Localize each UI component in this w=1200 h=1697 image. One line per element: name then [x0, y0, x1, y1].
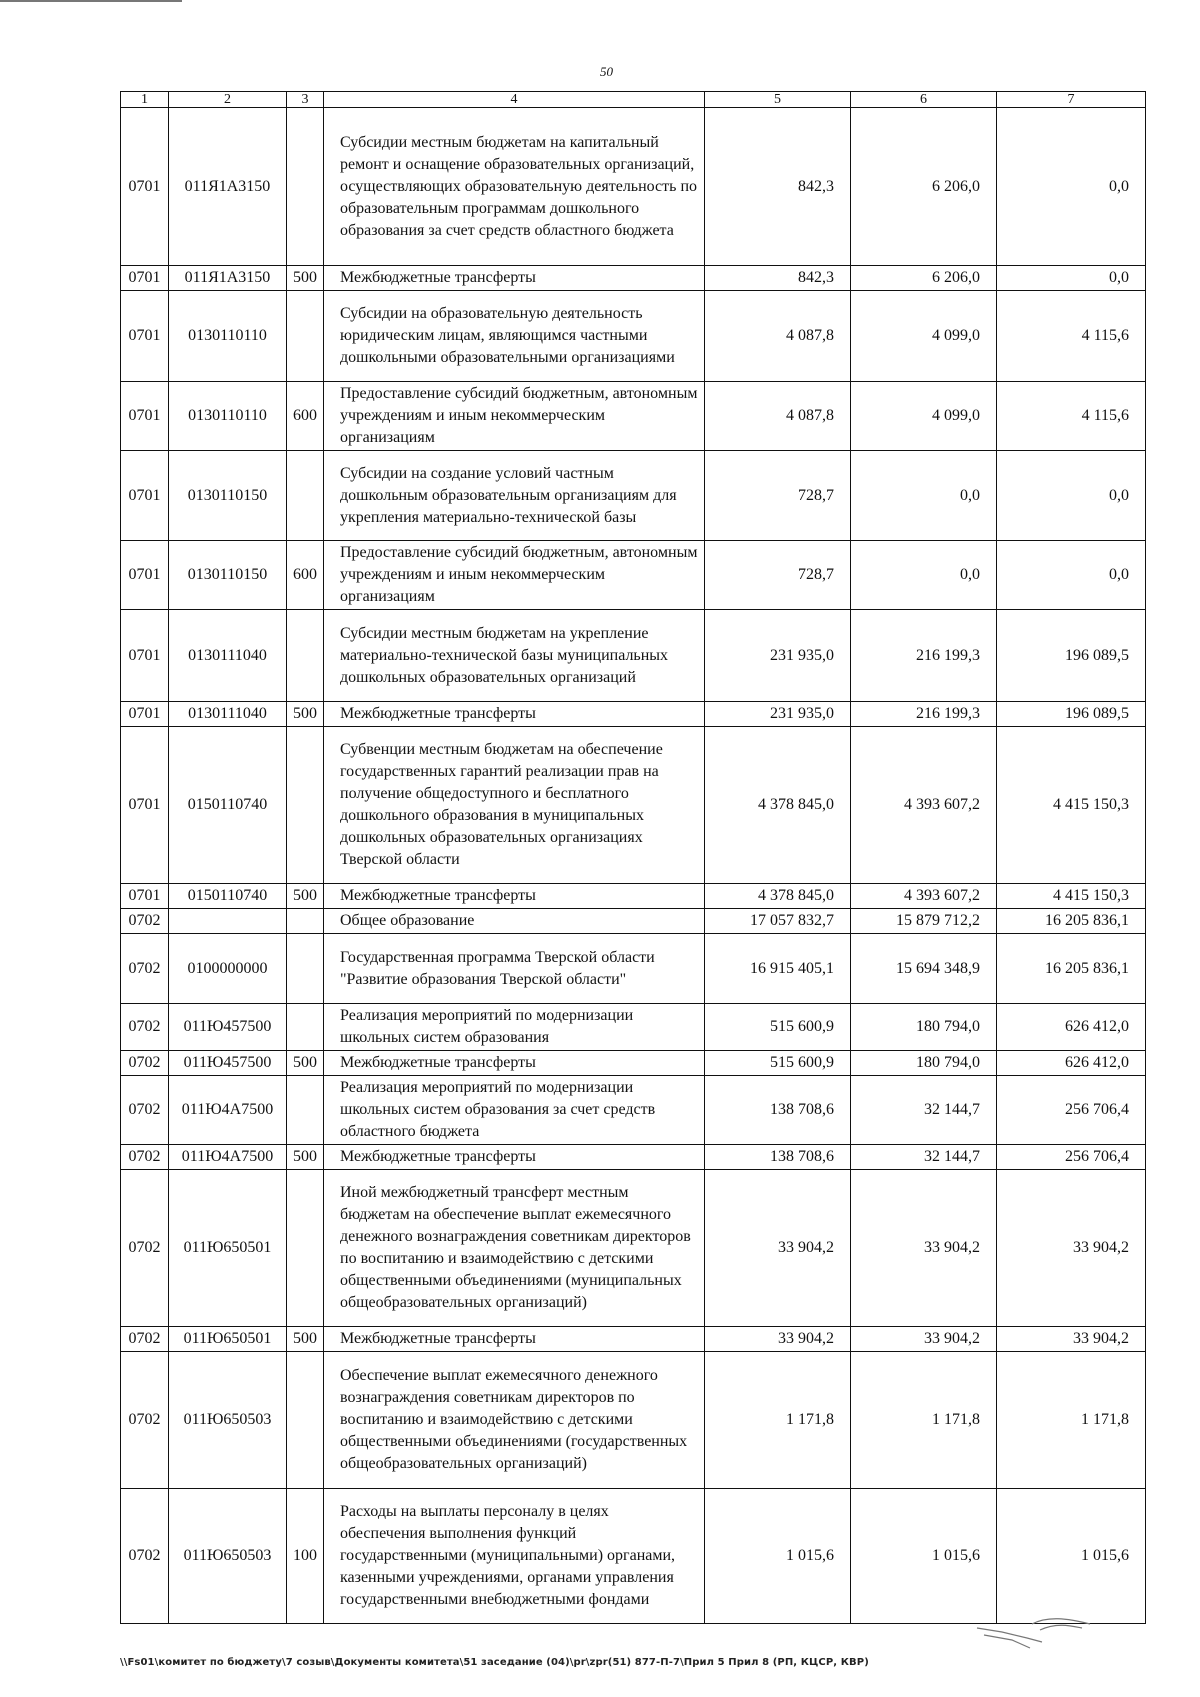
expense-type-code	[287, 108, 324, 266]
item-description: Субвенции местным бюджетам на обеспечение государственных гарантий реализации прав на получение общедоступного и бесплатного дошкольного образования в муниципальных дошкольных образовательных организациях Тверской области	[324, 727, 705, 884]
amount-col-7: 33 904,2	[997, 1170, 1146, 1327]
expense-type-code: 500	[287, 884, 324, 909]
amount-col-6: 4 099,0	[851, 382, 997, 451]
section-code: 0701	[121, 702, 169, 727]
column-header: 1	[121, 92, 169, 108]
expense-type-code	[287, 934, 324, 1004]
table-row	[121, 291, 1146, 382]
item-description: Межбюджетные трансферты	[324, 884, 705, 909]
amount-col-5: 4 087,8	[705, 291, 851, 382]
amount-col-7: 256 706,4	[997, 1145, 1146, 1170]
amount-col-6: 1 171,8	[851, 1352, 997, 1489]
amount-col-6: 32 144,7	[851, 1076, 997, 1145]
item-description: Реализация мероприятий по модернизации школьных систем образования	[324, 1004, 705, 1051]
section-code: 0702	[121, 1327, 169, 1352]
amount-col-5: 4 087,8	[705, 382, 851, 451]
amount-col-5: 728,7	[705, 541, 851, 610]
section-code: 0701	[121, 382, 169, 451]
expense-type-code	[287, 727, 324, 884]
target-article-code: 0150110740	[169, 884, 287, 909]
table-row	[121, 610, 1146, 702]
column-header: 2	[169, 92, 287, 108]
amount-col-7: 626 412,0	[997, 1051, 1146, 1076]
table-row	[121, 541, 1146, 610]
expense-type-code: 500	[287, 1327, 324, 1352]
target-article-code: 0130110110	[169, 382, 287, 451]
item-description: Обеспечение выплат ежемесячного денежного вознаграждения советникам директоров по воспитанию и взаимодействию с детскими общественными объединениями (государственных общеобразовательных организаций)	[324, 1352, 705, 1489]
amount-col-6: 32 144,7	[851, 1145, 997, 1170]
budget-table	[120, 91, 1146, 1624]
amount-col-6: 216 199,3	[851, 610, 997, 702]
section-code: 0701	[121, 108, 169, 266]
expense-type-code: 500	[287, 1051, 324, 1076]
expense-type-code	[287, 291, 324, 382]
amount-col-6: 180 794,0	[851, 1051, 997, 1076]
table-row	[121, 266, 1146, 291]
item-description: Межбюджетные трансферты	[324, 1145, 705, 1170]
item-description: Субсидии на образовательную деятельность юридическим лицам, являющимся частными дошкольными образовательными организациями	[324, 291, 705, 382]
amount-col-5: 138 708,6	[705, 1076, 851, 1145]
column-header: 6	[851, 92, 997, 108]
expense-type-code: 500	[287, 266, 324, 291]
expense-type-code	[287, 1352, 324, 1489]
target-article-code: 0130111040	[169, 610, 287, 702]
section-code: 0702	[121, 1170, 169, 1327]
target-article-code: 0100000000	[169, 934, 287, 1004]
expense-type-code: 500	[287, 1145, 324, 1170]
expense-type-code: 600	[287, 382, 324, 451]
item-description: Межбюджетные трансферты	[324, 1051, 705, 1076]
table-row	[121, 382, 1146, 451]
amount-col-7: 0,0	[997, 541, 1146, 610]
table-row	[121, 702, 1146, 727]
amount-col-7: 196 089,5	[997, 702, 1146, 727]
table-row	[121, 451, 1146, 541]
target-article-code: 0130110150	[169, 451, 287, 541]
expense-type-code	[287, 1004, 324, 1051]
amount-col-7: 1 015,6	[997, 1489, 1146, 1624]
section-code: 0702	[121, 1489, 169, 1624]
section-code: 0702	[121, 909, 169, 934]
item-description: Общее образование	[324, 909, 705, 934]
target-article-code	[169, 909, 287, 934]
section-code: 0701	[121, 266, 169, 291]
amount-col-7: 4 115,6	[997, 291, 1146, 382]
amount-col-7: 33 904,2	[997, 1327, 1146, 1352]
target-article-code: 0130111040	[169, 702, 287, 727]
amount-col-6: 15 694 348,9	[851, 934, 997, 1004]
item-description: Государственная программа Тверской области "Развитие образования Тверской области"	[324, 934, 705, 1004]
item-description: Субсидии местным бюджетам на капитальный ремонт и оснащение образовательных организаций, осуществляющих образовательную деятельность по образовательным программам дошкольного образования за счет средств областного бюджета	[324, 108, 705, 266]
amount-col-6: 0,0	[851, 541, 997, 610]
amount-col-7: 16 205 836,1	[997, 934, 1146, 1004]
amount-col-5: 728,7	[705, 451, 851, 541]
column-header: 7	[997, 92, 1146, 108]
amount-col-5: 231 935,0	[705, 702, 851, 727]
item-description: Межбюджетные трансферты	[324, 1327, 705, 1352]
amount-col-7: 0,0	[997, 451, 1146, 541]
expense-type-code	[287, 909, 324, 934]
expense-type-code: 500	[287, 702, 324, 727]
amount-col-7: 4 115,6	[997, 382, 1146, 451]
target-article-code: 011Я1А3150	[169, 266, 287, 291]
target-article-code: 0130110150	[169, 541, 287, 610]
amount-col-5: 515 600,9	[705, 1051, 851, 1076]
table-row	[121, 1076, 1146, 1145]
table-row	[121, 1004, 1146, 1051]
item-description: Субсидии местным бюджетам на укрепление материально-технической базы муниципальных дошкольных образовательных организаций	[324, 610, 705, 702]
amount-col-5: 1 015,6	[705, 1489, 851, 1624]
table-row	[121, 1489, 1146, 1624]
table-row	[121, 934, 1146, 1004]
amount-col-6: 15 879 712,2	[851, 909, 997, 934]
amount-col-5: 16 915 405,1	[705, 934, 851, 1004]
table-row	[121, 727, 1146, 884]
section-code: 0702	[121, 1076, 169, 1145]
table-row	[121, 1352, 1146, 1489]
target-article-code: 011Я1А3150	[169, 108, 287, 266]
target-article-code: 011Ю4А7500	[169, 1076, 287, 1145]
amount-col-6: 180 794,0	[851, 1004, 997, 1051]
section-code: 0701	[121, 610, 169, 702]
amount-col-7: 16 205 836,1	[997, 909, 1146, 934]
target-article-code: 011Ю650503	[169, 1489, 287, 1624]
page-number: 50	[600, 64, 613, 79]
amount-col-7: 256 706,4	[997, 1076, 1146, 1145]
amount-col-6: 6 206,0	[851, 266, 997, 291]
amount-col-6: 6 206,0	[851, 108, 997, 266]
item-description: Межбюджетные трансферты	[324, 702, 705, 727]
target-article-code: 0130110110	[169, 291, 287, 382]
amount-col-6: 4 099,0	[851, 291, 997, 382]
table-header-row	[121, 92, 1146, 108]
expense-type-code	[287, 1170, 324, 1327]
section-code: 0701	[121, 541, 169, 610]
item-description: Предоставление субсидий бюджетным, автономным учреждениям и иным некоммерческим организациям	[324, 541, 705, 610]
amount-col-6: 4 393 607,2	[851, 727, 997, 884]
amount-col-5: 842,3	[705, 108, 851, 266]
item-description: Субсидии на создание условий частным дошкольным образовательным организациям для укрепления материально-технической базы	[324, 451, 705, 541]
amount-col-5: 1 171,8	[705, 1352, 851, 1489]
amount-col-5: 33 904,2	[705, 1327, 851, 1352]
amount-col-7: 4 415 150,3	[997, 884, 1146, 909]
column-header: 5	[705, 92, 851, 108]
target-article-code: 011Ю4А7500	[169, 1145, 287, 1170]
amount-col-7: 4 415 150,3	[997, 727, 1146, 884]
amount-col-5: 138 708,6	[705, 1145, 851, 1170]
amount-col-6: 33 904,2	[851, 1327, 997, 1352]
section-code: 0701	[121, 291, 169, 382]
target-article-code: 011Ю650501	[169, 1327, 287, 1352]
amount-col-5: 33 904,2	[705, 1170, 851, 1327]
target-article-code: 011Ю650501	[169, 1170, 287, 1327]
amount-col-6: 1 015,6	[851, 1489, 997, 1624]
table-row	[121, 909, 1146, 934]
signature-mark	[972, 1610, 1122, 1660]
document-path-footer: \\Fs01\комитет по бюджету\7 созыв\Документы комитета\51 заседание (04)\pr\zpr(51) 877-П-7\Прил 5 Прил 8 (РП, КЦСР, КВР)	[120, 1657, 869, 1668]
amount-col-5: 4 378 845,0	[705, 727, 851, 884]
expense-type-code: 600	[287, 541, 324, 610]
expense-type-code	[287, 1076, 324, 1145]
expense-type-code	[287, 610, 324, 702]
column-header: 4	[324, 92, 705, 108]
section-code: 0702	[121, 934, 169, 1004]
amount-col-5: 515 600,9	[705, 1004, 851, 1051]
section-code: 0702	[121, 1051, 169, 1076]
section-code: 0701	[121, 727, 169, 884]
amount-col-5: 842,3	[705, 266, 851, 291]
table-row	[121, 1327, 1146, 1352]
section-code: 0701	[121, 884, 169, 909]
table-row	[121, 1145, 1146, 1170]
amount-col-7: 1 171,8	[997, 1352, 1146, 1489]
amount-col-6: 0,0	[851, 451, 997, 541]
amount-col-5: 17 057 832,7	[705, 909, 851, 934]
section-code: 0702	[121, 1004, 169, 1051]
target-article-code: 011Ю457500	[169, 1051, 287, 1076]
amount-col-6: 33 904,2	[851, 1170, 997, 1327]
table-row	[121, 1051, 1146, 1076]
target-article-code: 0150110740	[169, 727, 287, 884]
amount-col-7: 0,0	[997, 108, 1146, 266]
amount-col-6: 4 393 607,2	[851, 884, 997, 909]
item-description: Расходы на выплаты персоналу в целях обеспечения выполнения функций государственными (муниципальными) органами, казенными учреждениями, органами управления государственными внебюджетными фондами	[324, 1489, 705, 1624]
table-row	[121, 108, 1146, 266]
amount-col-7: 626 412,0	[997, 1004, 1146, 1051]
target-article-code: 011Ю457500	[169, 1004, 287, 1051]
item-description: Иной межбюджетный трансферт местным бюджетам на обеспечение выплат ежемесячного денежного вознаграждения советникам директоров по воспитанию и взаимодействию с детскими общественными объединениями (муниципальных общеобразовательных организаций)	[324, 1170, 705, 1327]
item-description: Межбюджетные трансферты	[324, 266, 705, 291]
table-row	[121, 1170, 1146, 1327]
item-description: Предоставление субсидий бюджетным, автономным учреждениям и иным некоммерческим организациям	[324, 382, 705, 451]
section-code: 0702	[121, 1352, 169, 1489]
target-article-code: 011Ю650503	[169, 1352, 287, 1489]
expense-type-code	[287, 451, 324, 541]
column-header: 3	[287, 92, 324, 108]
table-row	[121, 884, 1146, 909]
section-code: 0701	[121, 451, 169, 541]
amount-col-7: 0,0	[997, 266, 1146, 291]
amount-col-7: 196 089,5	[997, 610, 1146, 702]
amount-col-6: 216 199,3	[851, 702, 997, 727]
table-body	[121, 108, 1146, 1624]
expense-type-code: 100	[287, 1489, 324, 1624]
amount-col-5: 231 935,0	[705, 610, 851, 702]
item-description: Реализация мероприятий по модернизации школьных систем образования за счет средств областного бюджета	[324, 1076, 705, 1145]
scan-edge-line	[0, 0, 182, 2]
section-code: 0702	[121, 1145, 169, 1170]
amount-col-5: 4 378 845,0	[705, 884, 851, 909]
